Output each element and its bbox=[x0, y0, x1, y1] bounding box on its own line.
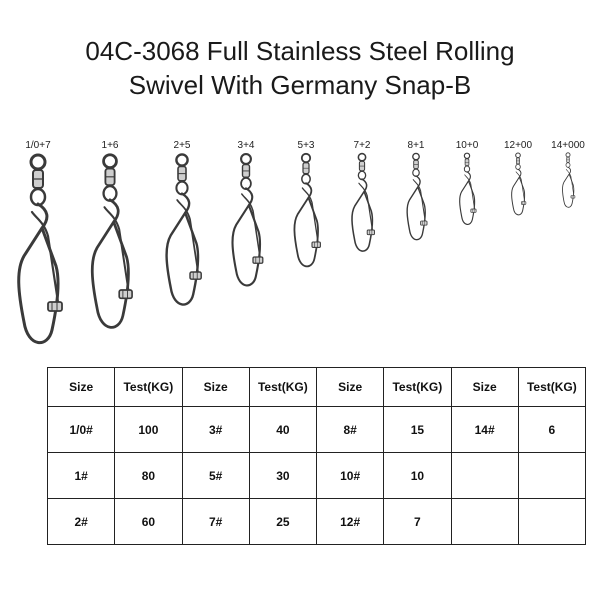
header-cell: Test(KG) bbox=[249, 368, 316, 407]
swivel-snap-icon bbox=[216, 152, 276, 362]
swivel-size-label: 14+000 bbox=[551, 140, 585, 151]
swivel-size-label: 7+2 bbox=[353, 140, 371, 151]
header-cell: Size bbox=[317, 368, 384, 407]
table-cell: 6 bbox=[518, 407, 585, 453]
header-cell: Test(KG) bbox=[115, 368, 182, 407]
table-cell: 3# bbox=[182, 407, 249, 453]
table-cell: 12# bbox=[317, 499, 384, 545]
table-cell bbox=[451, 499, 518, 545]
swivel-snap-icon bbox=[332, 152, 392, 362]
table-row bbox=[48, 407, 586, 453]
table-cell bbox=[518, 453, 585, 499]
table-cell: 8# bbox=[317, 407, 384, 453]
swivel-snap-icon bbox=[538, 152, 598, 362]
table-cell: 1# bbox=[48, 453, 115, 499]
table-cell: 15 bbox=[384, 407, 451, 453]
product-title bbox=[0, 34, 600, 102]
table-cell: 40 bbox=[249, 407, 316, 453]
header-cell: Size bbox=[182, 368, 249, 407]
header-cell: Test(KG) bbox=[518, 368, 585, 407]
table-row bbox=[48, 453, 586, 499]
swivel-snap-icon bbox=[276, 152, 336, 362]
header-cell: Test(KG) bbox=[384, 368, 451, 407]
header-cell: Size bbox=[48, 368, 115, 407]
swivel-size-label: 10+0 bbox=[455, 140, 479, 151]
table-cell: 100 bbox=[115, 407, 182, 453]
swivel-snap-icon bbox=[8, 152, 68, 362]
swivel-snap-icon bbox=[80, 152, 140, 362]
table-row bbox=[48, 499, 586, 545]
size-test-table bbox=[47, 367, 586, 545]
header-cell: Size bbox=[451, 368, 518, 407]
swivel-size-label: 1/0+7 bbox=[25, 140, 51, 151]
swivel-size-label: 5+3 bbox=[297, 140, 315, 151]
table-cell bbox=[518, 499, 585, 545]
table-cell: 60 bbox=[115, 499, 182, 545]
table-cell: 7 bbox=[384, 499, 451, 545]
table-cell: 30 bbox=[249, 453, 316, 499]
swivel-size-label: 2+5 bbox=[173, 140, 191, 151]
table-cell: 7# bbox=[182, 499, 249, 545]
swivel-snap-icon bbox=[152, 152, 212, 362]
table-cell: 80 bbox=[115, 453, 182, 499]
title-line-1: 04C-3068 Full Stainless Steel Rolling bbox=[85, 36, 515, 66]
table-cell: 1/0# bbox=[48, 407, 115, 453]
swivel-size-label: 3+4 bbox=[237, 140, 255, 151]
title-line-2: Swivel With Germany Snap-B bbox=[128, 70, 472, 100]
table-header-row bbox=[48, 368, 586, 407]
table-cell bbox=[451, 453, 518, 499]
table-cell: 10 bbox=[384, 453, 451, 499]
swivel-size-label: 1+6 bbox=[101, 140, 119, 151]
table-cell: 10# bbox=[317, 453, 384, 499]
table-cell: 5# bbox=[182, 453, 249, 499]
table-cell: 2# bbox=[48, 499, 115, 545]
swivel-size-label: 8+1 bbox=[407, 140, 425, 151]
table-cell: 14# bbox=[451, 407, 518, 453]
swivel-size-label: 12+00 bbox=[503, 140, 533, 151]
table-cell: 25 bbox=[249, 499, 316, 545]
